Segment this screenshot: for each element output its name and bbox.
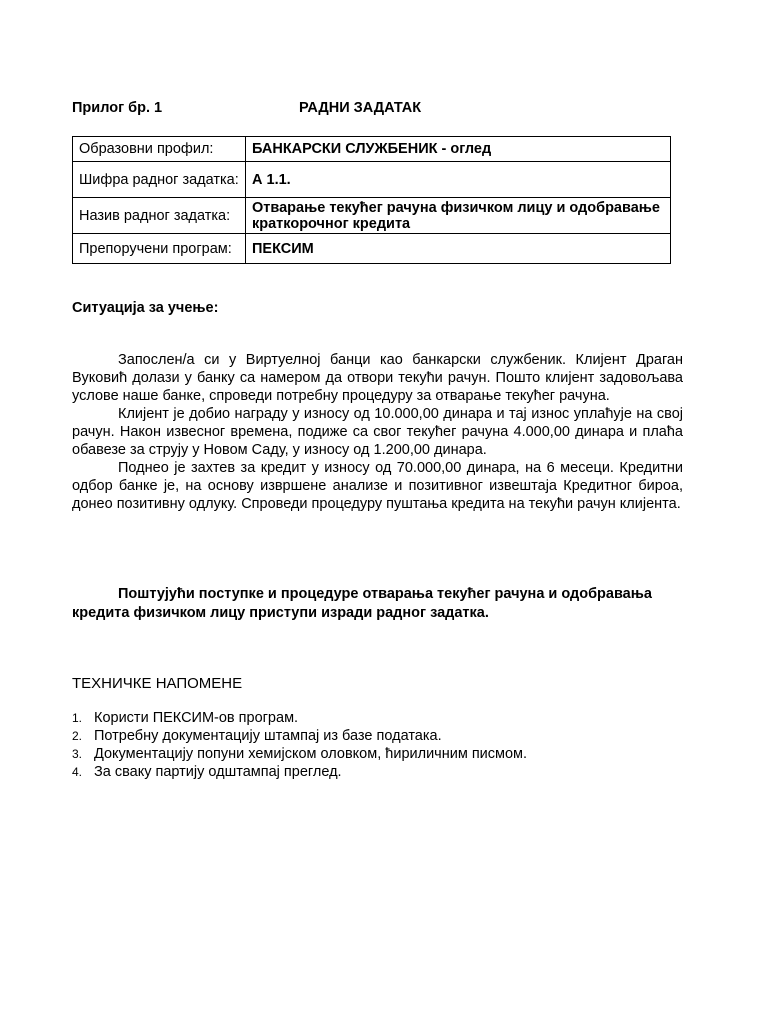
list-text: Потребну документацију штампај из базе података.: [94, 728, 442, 744]
list-item: [72, 727, 527, 745]
table-value: А 1.1.: [246, 162, 671, 198]
list-number: 4.: [72, 765, 83, 779]
list-text: Документацију попуни хемијском оловком, ћириличним писмом.: [94, 746, 528, 762]
table-row: [73, 234, 671, 264]
list-text: Користи ПЕКСИМ-ов програм.: [94, 710, 299, 726]
situation-paragraph: Поднео је захтев за кредит у износу од 70.000,00 динара, на 6 месеци. Кредитни одбор банке је, на основу извршене анализе и позитивног извештаја Кредитног бироа, донео позитивну одлуку. Спроведи процедуру пуштања кредита на текући рачун клијента.: [72, 460, 683, 512]
table-label: Препоручени програм:: [73, 234, 246, 264]
list-number: 3.: [72, 747, 83, 761]
table-label: Образовни профил:: [73, 137, 246, 162]
list-item: [72, 709, 527, 727]
list-number: 2.: [72, 729, 83, 743]
annex-label: Прилог бр. 1: [72, 100, 163, 116]
task-info-table: [72, 136, 671, 264]
list-text: За сваку партију одштампај преглед.: [94, 764, 342, 780]
table-value: БАНКАРСКИ СЛУЖБЕНИК - оглед: [246, 137, 671, 162]
table-row: [73, 162, 671, 198]
technical-notes-list: [72, 709, 527, 781]
technical-notes-title: ТЕХНИЧКЕ НАПОМЕНЕ: [72, 675, 243, 692]
table-row: [73, 137, 671, 162]
list-number: 1.: [72, 711, 83, 725]
table-value: ПЕКСИМ: [246, 234, 671, 264]
situation-body: [72, 351, 683, 513]
table-row: [73, 198, 671, 234]
list-item: [72, 745, 527, 763]
table-label: Назив радног задатка:: [73, 198, 246, 234]
table-label: Шифра радног задатка:: [73, 162, 246, 198]
list-item: [72, 763, 527, 781]
situation-paragraph: Запослен/а си у Виртуелној банци као банкарски службеник. Клијент Драган Вуковић долази у банку са намером да отвори текући рачун. Пошто клијент задовољава услове наше банке, спроведи потребну процедуру за отварање текућег рачуна.: [72, 352, 683, 404]
situation-title: Ситуација за учење:: [72, 300, 219, 316]
situation-paragraph: Клијент је добио награду у износу од 10.000,00 динара и тај износ уплаћује на свој рачун. Након извесног времена, подиже са свог текућег рачуна 4.000,00 динара и плаћа обавезе за струју у Новом Саду, у износу од 1.200,00 динара.: [72, 406, 683, 458]
table-value: Отварање текућег рачуна физичком лицу и одобравање краткорочног кредита: [246, 198, 671, 234]
page-title: РАДНИ ЗАДАТАК: [299, 100, 422, 116]
task-instruction: Поштујући поступке и процедуре отварања текућег рачуна и одобравања кредита физичком лицу приступи изради радног задатка.: [72, 586, 652, 621]
